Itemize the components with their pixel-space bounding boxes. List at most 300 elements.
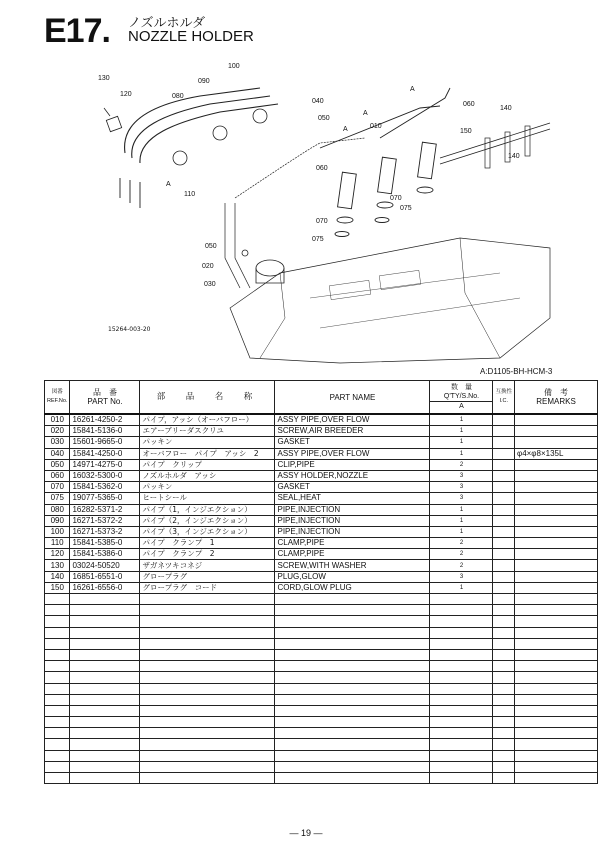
cell-empty — [493, 728, 515, 739]
cell-empty — [515, 594, 598, 605]
cell-empty — [515, 649, 598, 660]
cell-rm — [515, 414, 598, 426]
cell-empty — [493, 649, 515, 660]
cell-ic — [493, 426, 515, 437]
header-rm-en: REMARKS — [536, 397, 576, 406]
cell-qty: 3 — [430, 482, 493, 493]
cell-empty — [515, 694, 598, 705]
cell-empty — [430, 750, 493, 761]
cell-empty — [45, 694, 70, 705]
cell-empty — [140, 672, 275, 683]
cell-empty — [493, 638, 515, 649]
cell-empty — [275, 739, 430, 750]
section-code: E17. — [44, 12, 110, 50]
cell-empty — [493, 616, 515, 627]
cell-empty — [70, 627, 140, 638]
cell-jp: パイプ クランプ 2 — [140, 549, 275, 560]
cell-jp: パイプ クランプ 1 — [140, 538, 275, 549]
cell-empty — [493, 750, 515, 761]
cell-empty — [430, 638, 493, 649]
cell-empty — [140, 627, 275, 638]
cell-jp: グロープラグ — [140, 571, 275, 582]
cell-jp: パイプ（1，インジエクション） — [140, 504, 275, 515]
cell-empty — [275, 638, 430, 649]
cell-empty — [515, 661, 598, 672]
cell-rm — [515, 560, 598, 571]
empty-row — [45, 761, 598, 772]
cell-empty — [45, 661, 70, 672]
cell-empty — [515, 638, 598, 649]
cell-empty — [45, 683, 70, 694]
svg-text:050: 050 — [318, 115, 330, 122]
cell-empty — [493, 605, 515, 616]
empty-row — [45, 739, 598, 750]
cell-empty — [493, 672, 515, 683]
cell-ref: 060 — [45, 470, 70, 481]
svg-text:060: 060 — [316, 165, 328, 172]
cell-en: CLAMP,PIPE — [275, 549, 430, 560]
table-row — [45, 571, 598, 582]
cell-empty — [45, 594, 70, 605]
cell-rm — [515, 526, 598, 537]
table-row — [45, 426, 598, 437]
header-name-en-text: PART NAME — [329, 392, 376, 402]
cell-en: GASKET — [275, 482, 430, 493]
cell-jp: パイプ クリップ — [140, 459, 275, 470]
cell-empty — [430, 705, 493, 716]
cell-en: ASSY PIPE,OVER FLOW — [275, 448, 430, 459]
table-row — [45, 482, 598, 493]
empty-row — [45, 594, 598, 605]
cell-empty — [275, 661, 430, 672]
header-part-no — [70, 381, 140, 415]
table-row — [45, 515, 598, 526]
cell-en: GASKET — [275, 437, 430, 448]
cell-en: CORD,GLOW PLUG — [275, 582, 430, 593]
cell-qty: 2 — [430, 538, 493, 549]
cell-empty — [140, 694, 275, 705]
cell-ref: 040 — [45, 448, 70, 459]
cell-empty — [430, 616, 493, 627]
cell-rm — [515, 426, 598, 437]
cell-pn: 16271-5373-2 — [70, 526, 140, 537]
cell-empty — [275, 773, 430, 784]
cell-empty — [140, 638, 275, 649]
cell-empty — [275, 605, 430, 616]
cell-pn: 16032-5300-0 — [70, 470, 140, 481]
cell-ref: 100 — [45, 526, 70, 537]
cell-ref: 050 — [45, 459, 70, 470]
svg-text:040: 040 — [312, 98, 324, 105]
cell-ic — [493, 437, 515, 448]
svg-text:090: 090 — [198, 78, 210, 85]
cell-qty: 1 — [430, 504, 493, 515]
cell-empty — [515, 683, 598, 694]
cell-empty — [275, 616, 430, 627]
cell-en: ASSY PIPE,OVER FLOW — [275, 414, 430, 426]
empty-row — [45, 750, 598, 761]
cell-jp: ノズルホルダ アッシ — [140, 470, 275, 481]
svg-text:075: 075 — [312, 236, 324, 243]
cell-qty: 2 — [430, 549, 493, 560]
cell-pn: 15841-4250-0 — [70, 448, 140, 459]
table-row — [45, 448, 598, 459]
cell-empty — [515, 773, 598, 784]
cell-ic — [493, 482, 515, 493]
cell-empty — [140, 750, 275, 761]
table-row — [45, 560, 598, 571]
cell-pn: 16282-5371-2 — [70, 504, 140, 515]
header-pn-en: PART No. — [87, 397, 123, 406]
cell-empty — [140, 728, 275, 739]
cell-qty: 1 — [430, 437, 493, 448]
cell-empty — [140, 739, 275, 750]
cell-en: PIPE,INJECTION — [275, 526, 430, 537]
cell-empty — [515, 705, 598, 716]
cell-empty — [430, 728, 493, 739]
cell-qty: 1 — [430, 426, 493, 437]
svg-text:070: 070 — [316, 218, 328, 225]
cell-empty — [70, 672, 140, 683]
svg-text:030: 030 — [204, 281, 216, 288]
cell-qty: 1 — [430, 526, 493, 537]
cell-en: SEAL,HEAT — [275, 493, 430, 504]
cell-ic — [493, 470, 515, 481]
cell-rm — [515, 459, 598, 470]
parts-table-body — [45, 414, 598, 784]
cell-empty — [430, 717, 493, 728]
header-name-jp-text: 部 品 名 称 — [156, 391, 259, 402]
cell-ic — [493, 549, 515, 560]
cell-empty — [515, 672, 598, 683]
cell-jp: パイプ，アッシ（オーバフロー） — [140, 414, 275, 426]
cell-ic — [493, 493, 515, 504]
table-header-row — [45, 381, 598, 415]
empty-row — [45, 717, 598, 728]
header-name-jp — [140, 381, 275, 415]
cell-empty — [70, 728, 140, 739]
cell-rm — [515, 549, 598, 560]
cell-empty — [515, 761, 598, 772]
cell-en: PLUG,GLOW — [275, 571, 430, 582]
cell-en: CLIP,PIPE — [275, 459, 430, 470]
cell-ref: 080 — [45, 504, 70, 515]
cell-empty — [275, 761, 430, 772]
cell-jp: ヒートシール — [140, 493, 275, 504]
cell-pn: 16851-6551-0 — [70, 571, 140, 582]
cell-empty — [45, 605, 70, 616]
cell-ref: 090 — [45, 515, 70, 526]
svg-text:100: 100 — [228, 63, 240, 70]
cell-jp: ザガネツキコネジ — [140, 560, 275, 571]
cell-ic — [493, 414, 515, 426]
cell-empty — [140, 761, 275, 772]
table-row — [45, 459, 598, 470]
cell-empty — [70, 638, 140, 649]
cell-ref: 140 — [45, 571, 70, 582]
cell-ref: 075 — [45, 493, 70, 504]
cell-empty — [493, 739, 515, 750]
header-ref — [45, 381, 70, 415]
cell-empty — [430, 761, 493, 772]
cell-empty — [493, 773, 515, 784]
empty-row — [45, 683, 598, 694]
cell-empty — [275, 649, 430, 660]
cell-ic — [493, 515, 515, 526]
table-row — [45, 414, 598, 426]
cell-qty: 1 — [430, 515, 493, 526]
cell-pn: 15601-9665-0 — [70, 437, 140, 448]
cell-pn: 15841-5386-0 — [70, 549, 140, 560]
svg-text:A: A — [343, 126, 348, 133]
cell-ic — [493, 504, 515, 515]
cell-ic — [493, 571, 515, 582]
cell-empty — [45, 649, 70, 660]
cell-empty — [493, 594, 515, 605]
header-ic-jp: 互換性 — [495, 389, 512, 395]
cell-empty — [70, 761, 140, 772]
cell-empty — [45, 627, 70, 638]
cell-pn: 03024-50520 — [70, 560, 140, 571]
cell-empty — [493, 694, 515, 705]
header-qty-col: A — [430, 401, 492, 411]
exploded-parts-diagram — [80, 58, 600, 368]
cell-jp: オーバフロー パイプ アッシ 2 — [140, 448, 275, 459]
title-japanese: ノズルホルダ — [128, 16, 205, 31]
svg-text:010: 010 — [370, 123, 382, 130]
table-row — [45, 504, 598, 515]
cell-empty — [430, 739, 493, 750]
cell-empty — [45, 739, 70, 750]
cell-empty — [275, 694, 430, 705]
cell-empty — [70, 717, 140, 728]
figure-code: 15264-003-20 — [108, 326, 151, 333]
cell-empty — [430, 605, 493, 616]
cell-empty — [70, 773, 140, 784]
svg-text:110: 110 — [184, 191, 196, 198]
cell-rm — [515, 538, 598, 549]
cell-rm — [515, 493, 598, 504]
cell-empty — [140, 649, 275, 660]
cell-ref: 010 — [45, 414, 70, 426]
cell-pn: 15841-5136-0 — [70, 426, 140, 437]
cell-qty: 2 — [430, 459, 493, 470]
cell-ref: 150 — [45, 582, 70, 593]
empty-row — [45, 728, 598, 739]
cell-empty — [140, 683, 275, 694]
cell-empty — [515, 616, 598, 627]
table-row — [45, 538, 598, 549]
cell-empty — [275, 717, 430, 728]
cell-jp: パッキン — [140, 482, 275, 493]
cell-pn: 19077-5365-0 — [70, 493, 140, 504]
cell-empty — [430, 594, 493, 605]
svg-text:060: 060 — [463, 101, 475, 108]
cell-empty — [430, 773, 493, 784]
header-qty-jp: 数 量 — [450, 383, 472, 391]
empty-row — [45, 661, 598, 672]
cell-empty — [275, 728, 430, 739]
svg-text:130: 130 — [98, 75, 110, 82]
cell-ic — [493, 582, 515, 593]
cell-empty — [70, 705, 140, 716]
cell-empty — [140, 616, 275, 627]
cell-empty — [493, 683, 515, 694]
cell-empty — [45, 773, 70, 784]
cell-empty — [275, 672, 430, 683]
cell-ref: 110 — [45, 538, 70, 549]
empty-row — [45, 694, 598, 705]
cell-empty — [515, 750, 598, 761]
cell-jp: パイプ（2，インジエクション） — [140, 515, 275, 526]
cell-qty: 1 — [430, 448, 493, 459]
cell-empty — [70, 683, 140, 694]
cell-empty — [45, 750, 70, 761]
empty-row — [45, 649, 598, 660]
cell-ic — [493, 448, 515, 459]
cell-empty — [70, 739, 140, 750]
svg-text:A: A — [410, 86, 415, 93]
cell-jp: パイプ（3，インジエクション） — [140, 526, 275, 537]
cell-en: CLAMP,PIPE — [275, 538, 430, 549]
cell-ic — [493, 538, 515, 549]
svg-text:A: A — [166, 181, 171, 188]
svg-text:070: 070 — [390, 195, 402, 202]
cell-empty — [275, 627, 430, 638]
empty-row — [45, 627, 598, 638]
cell-empty — [275, 705, 430, 716]
svg-text:150: 150 — [460, 128, 472, 135]
cell-pn: 16271-5372-2 — [70, 515, 140, 526]
cell-rm — [515, 437, 598, 448]
table-row — [45, 526, 598, 537]
cell-ic — [493, 560, 515, 571]
cell-rm — [515, 470, 598, 481]
cell-empty — [140, 773, 275, 784]
cell-empty — [45, 638, 70, 649]
cell-ref: 030 — [45, 437, 70, 448]
cell-empty — [430, 627, 493, 638]
cell-jp: エアーブリーダスクリユ — [140, 426, 275, 437]
cell-empty — [140, 717, 275, 728]
svg-text:050: 050 — [205, 243, 217, 250]
cell-empty — [140, 605, 275, 616]
cell-empty — [140, 705, 275, 716]
cell-rm — [515, 482, 598, 493]
header-ref-en: REF.No. — [47, 398, 68, 404]
svg-text:140: 140 — [508, 153, 520, 160]
model-code: A:D1105-BH-HCM-3 — [480, 367, 553, 376]
cell-empty — [45, 672, 70, 683]
cell-empty — [70, 661, 140, 672]
cell-empty — [493, 705, 515, 716]
cell-empty — [70, 694, 140, 705]
cell-qty: 3 — [430, 470, 493, 481]
cell-empty — [275, 683, 430, 694]
cell-ref: 120 — [45, 549, 70, 560]
header-name-en — [275, 381, 430, 415]
page-number: — 19 — — [289, 828, 323, 838]
header-pn-jp: 品 番 — [92, 388, 117, 397]
cell-jp: グロープラグ コード — [140, 582, 275, 593]
cell-ref: 070 — [45, 482, 70, 493]
cell-empty — [515, 728, 598, 739]
cell-ref: 020 — [45, 426, 70, 437]
cell-empty — [515, 627, 598, 638]
cell-rm — [515, 582, 598, 593]
cell-empty — [493, 761, 515, 772]
cell-rm — [515, 515, 598, 526]
cell-empty — [515, 605, 598, 616]
table-row — [45, 437, 598, 448]
table-row — [45, 470, 598, 481]
header-ic-en: I.C. — [499, 398, 509, 404]
header-qty-en: Q'TY/S.No. — [443, 393, 480, 400]
cell-qty: 2 — [430, 560, 493, 571]
cell-ic — [493, 526, 515, 537]
header-rm-jp: 備 考 — [544, 388, 568, 397]
header-ref-jp: 図番 — [51, 389, 63, 395]
svg-text:140: 140 — [500, 105, 512, 112]
header-ic — [493, 381, 515, 415]
table-row — [45, 549, 598, 560]
svg-text:080: 080 — [172, 93, 184, 100]
header-qty — [430, 381, 493, 415]
cell-pn: 14971-4275-0 — [70, 459, 140, 470]
cell-empty — [70, 649, 140, 660]
cell-empty — [430, 649, 493, 660]
cell-en: SCREW,AIR BREEDER — [275, 426, 430, 437]
empty-row — [45, 605, 598, 616]
table-row — [45, 493, 598, 504]
cell-empty — [45, 717, 70, 728]
empty-row — [45, 773, 598, 784]
parts-table — [44, 380, 598, 784]
cell-empty — [45, 728, 70, 739]
empty-row — [45, 638, 598, 649]
cell-qty: 3 — [430, 571, 493, 582]
cell-empty — [430, 661, 493, 672]
cell-en: SCREW,WITH WASHER — [275, 560, 430, 571]
cell-empty — [70, 594, 140, 605]
cell-qty: 1 — [430, 414, 493, 426]
cell-empty — [70, 616, 140, 627]
svg-text:020: 020 — [202, 263, 214, 270]
cell-pn: 16261-6556-0 — [70, 582, 140, 593]
cell-rm: φ4×φ8×135L — [515, 448, 598, 459]
cell-ic — [493, 459, 515, 470]
cell-empty — [493, 627, 515, 638]
cell-empty — [493, 661, 515, 672]
table-row — [45, 582, 598, 593]
title-english: NOZZLE HOLDER — [128, 28, 254, 45]
empty-row — [45, 705, 598, 716]
cell-pn: 16261-4250-2 — [70, 414, 140, 426]
cell-empty — [45, 761, 70, 772]
cell-pn: 15841-5385-0 — [70, 538, 140, 549]
header-remarks — [515, 381, 598, 415]
cell-empty — [45, 705, 70, 716]
cell-qty: 3 — [430, 493, 493, 504]
cell-ref: 130 — [45, 560, 70, 571]
empty-row — [45, 616, 598, 627]
svg-text:A: A — [363, 110, 368, 117]
cell-en: ASSY HOLDER,NOZZLE — [275, 470, 430, 481]
cell-empty — [515, 717, 598, 728]
cell-empty — [493, 717, 515, 728]
empty-row — [45, 672, 598, 683]
cell-empty — [45, 616, 70, 627]
